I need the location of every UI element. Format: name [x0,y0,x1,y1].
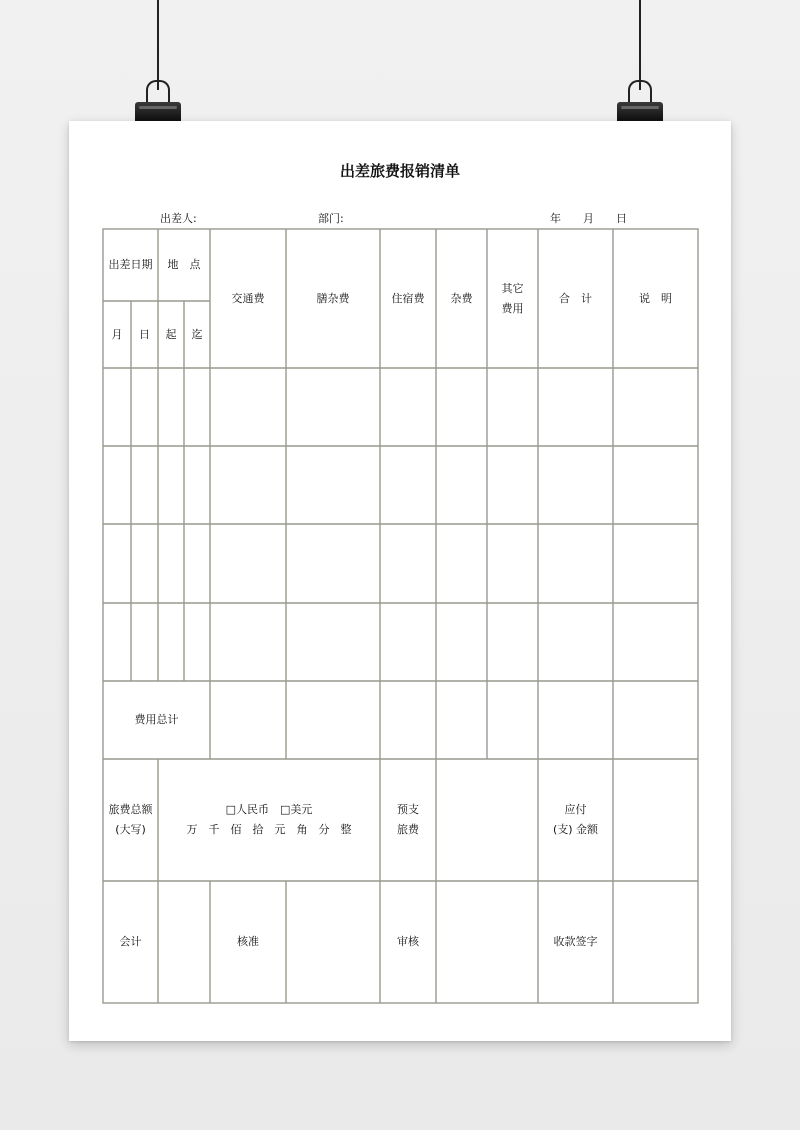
receipt-sign-label: 收款签字 [553,935,598,948]
accountant-label: 会计 [119,935,142,948]
header-to: 迄 [191,327,203,341]
advance-label [380,759,436,881]
review-label: 审核 [397,935,419,948]
header-note: 说 明 [639,291,672,305]
header-other-fees [487,229,538,368]
header-lodging: 住宿费 [391,291,425,305]
header-transport: 交通费 [231,291,265,305]
header-other-line1: 其它 [501,281,524,295]
header-location: 地 点 [167,258,201,271]
data-row[interactable] [103,368,698,446]
currency-block [158,759,380,881]
header-other-line2: 费用 [501,301,524,315]
day-label: 日 [616,212,627,225]
data-row[interactable] [103,524,698,603]
header-trip-date: 出差日期 [108,258,153,271]
traveler-label: 出差人: [160,212,197,225]
header-day: 日 [139,327,150,341]
header-misc: 杂费 [450,291,473,305]
total-amount-label [103,759,158,881]
month-label: 月 [583,212,594,225]
approve-label: 核准 [237,935,259,948]
department-label: 部门: [318,212,344,225]
year-label: 年 [550,212,561,225]
data-row[interactable] [103,446,698,524]
header-meals: 膳杂费 [316,291,350,305]
advance-line1: 预支 [397,803,419,816]
total-amount-line2: (大写) [115,823,146,836]
payable-line2: (支) 金额 [552,823,599,836]
data-row[interactable] [103,603,698,681]
form-title: 出差旅费报销清单 [339,162,460,180]
cost-total-label: 费用总计 [134,713,179,726]
header-from: 起 [165,327,177,341]
payable-line1: 应付 [564,803,587,816]
header-total: 合 计 [559,291,592,305]
payable-label [538,759,613,881]
amount-units: 万 千 佰 拾 元 角 分 整 [186,823,352,836]
header-month: 月 [111,327,123,341]
advance-line2: 旅费 [397,823,419,836]
total-amount-line1: 旅费总额 [108,803,153,816]
currency-options: □人民币 □美元 [225,803,313,816]
